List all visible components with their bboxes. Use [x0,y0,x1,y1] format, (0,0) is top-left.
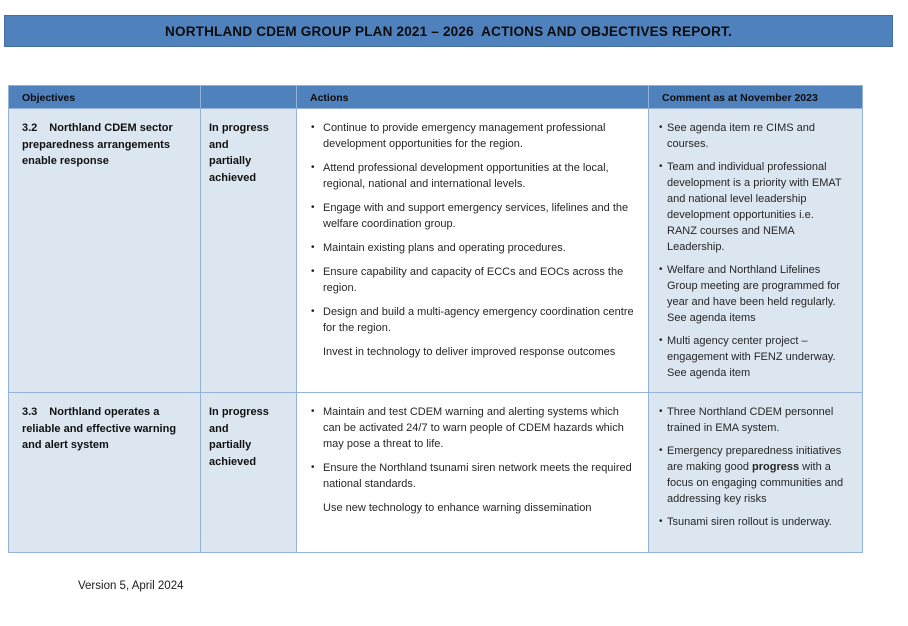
objective-title [22,120,192,170]
table-row-objective-3-3 [9,393,863,553]
bullet-icon: • [311,202,315,213]
action-item [311,160,634,192]
objective-cell [9,109,201,393]
status-line: In progress [209,122,269,134]
bullet-icon: • [311,462,315,473]
status-cell [201,393,297,553]
bullet-spacer [311,500,323,516]
column-header-status [201,86,297,109]
actions-list [297,393,648,552]
list-item-text: Multi agency center project – engagement with FENZ underway. See agenda item [667,335,839,379]
status-line: achieved [209,455,257,468]
action-item [311,344,634,360]
objective-text: Northland CDEM sector preparedness arrangements enable response [22,122,173,167]
status-line: partially [209,439,252,451]
list-item-text: Invest in technology to deliver improved response outcomes [323,346,616,358]
comment-item [659,443,846,507]
objective-text: Northland operates a reliable and effective warning and alert system [22,406,177,451]
action-item [311,264,634,296]
action-item [311,500,634,516]
bullet-icon: • [311,406,315,417]
bullet-icon: • [311,306,315,317]
action-item [311,240,634,256]
column-header-actions: Actions [297,86,649,109]
bullet-icon: • [659,122,663,133]
comment-item [659,333,846,381]
comment-item [659,404,846,436]
status-lines [201,109,296,392]
list-item-text: Tsunami siren rollout is underway. [667,516,832,528]
status-line: achieved [209,171,257,184]
action-item [311,404,634,452]
status-line: and [209,138,229,151]
status-cell [201,109,297,393]
status-line: and [209,422,229,435]
list-item-text: Attend professional development opportunities at the local, regional, national and international levels. [323,162,612,190]
bullet-icon: • [659,161,663,172]
list-item-text: Continue to provide emergency management professional development opportunities for the region. [323,122,609,150]
action-item [311,304,637,336]
version-note: Version 5, April 2024 [78,580,184,592]
report-title-banner [4,15,893,47]
actions-list [297,109,648,392]
comment-item [659,262,846,326]
actions-cell [297,393,649,553]
comment-item [659,120,846,152]
list-item-text: Use new technology to enhance warning dissemination [323,502,592,514]
table-row-objective-3-2 [9,109,863,393]
action-item [311,120,634,152]
status-line: partially [209,155,252,167]
list-item-text: Design and build a multi-agency emergency coordination centre for the region. [323,306,637,334]
comments-list [649,393,862,552]
column-header-objectives: Objectives [9,86,201,109]
list-item-text: Maintain and test CDEM warning and alerting systems which can be activated 24/7 to warn people of CDEM hazards which may pose a threat to life. [323,406,627,450]
comment-item [659,159,846,255]
bullet-icon: • [311,242,315,253]
bullet-icon: • [311,122,315,133]
objective-number: 3.3 [22,406,38,418]
table-header-row [9,86,863,109]
objectives-table [8,85,863,553]
list-item-text: Ensure capability and capacity of ECCs and EOCs across the region. [323,266,627,294]
list-item-text: Ensure the Northland tsunami siren network meets the required national standards. [323,462,635,490]
bullet-icon: • [659,445,663,456]
bullet-icon: • [659,406,663,417]
objective-cell [9,393,201,553]
bullet-icon: • [311,266,315,277]
action-item [311,460,634,492]
objective-number: 3.2 [22,122,38,134]
status-lines [201,393,296,552]
list-item-text: Welfare and Northland Lifelines Group meeting are programmed for year and have been held regularly. See agenda items [667,264,844,324]
list-item-text: Emergency preparedness initiatives are making good progress with a focus on engaging communities and addressing key risks [667,445,847,505]
column-header-comments: Comment as at November 2023 [649,86,863,109]
list-item-text: Maintain existing plans and operating procedures. [323,242,566,254]
comments-cell [649,109,863,393]
status-line: In progress [209,406,269,418]
bullet-spacer [311,344,323,360]
objective-title [22,404,192,454]
report-title: NORTHLAND CDEM GROUP PLAN 2021 – 2026 ACTIONS AND OBJECTIVES REPORT. [165,23,732,39]
bullet-icon: • [311,162,315,173]
bullet-icon: • [659,335,663,346]
actions-cell [297,109,649,393]
list-item-text: Engage with and support emergency services, lifelines and the welfare coordination group. [323,202,632,230]
bullet-icon: • [659,264,663,275]
list-item-text: Team and individual professional development is a priority with EMAT and national level leadership development opportunities i.e. RANZ courses and NEMA Leadership. [667,161,845,253]
list-item-text: See agenda item re CIMS and courses. [667,122,819,150]
comments-list [649,109,862,392]
comment-item [659,514,846,530]
list-item-text: Three Northland CDEM personnel trained in EMA system. [667,406,837,434]
comments-cell [649,393,863,553]
action-item [311,200,634,232]
bullet-icon: • [659,516,663,527]
